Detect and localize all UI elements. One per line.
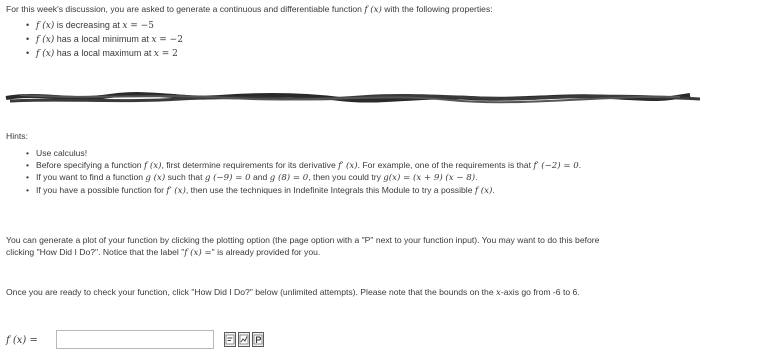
math-var: x (496, 288, 501, 298)
property-text: has a local maximum at (54, 48, 154, 58)
property-text: is decreasing at (54, 20, 123, 30)
hint-text: , then you could try (308, 172, 384, 182)
check-instructions-text: -axis go from -6 to 6. (500, 287, 580, 297)
graph-preview-icon[interactable] (238, 332, 250, 347)
plot-instructions (6, 235, 599, 259)
plot-instructions-text: " is already provided for you. (211, 246, 321, 257)
plot-instructions-line: You can generate a plot of your function by clicking the plotting option (the page option with a "P" next to your function input). You may want to do this before (6, 235, 600, 245)
hint-text: . (492, 184, 495, 195)
plot-instructions-line (6, 247, 599, 260)
hint-text: If you want to find a function (36, 172, 146, 182)
math-value: = −5 (127, 21, 154, 31)
redaction-scribble (0, 82, 770, 112)
plot-instructions-text: clicking "How Did I Do?". Notice that the label " (6, 246, 185, 257)
hint-text: . (578, 159, 582, 170)
plot-p-icon[interactable] (252, 332, 264, 347)
hint-text: Use calculus! (36, 148, 88, 158)
list-item (26, 148, 581, 160)
math-fx: f (x) (474, 185, 493, 196)
hint-text: If you have a possible function for (36, 184, 167, 195)
list-item (26, 19, 183, 33)
hint-text: , first determine requirements for its derivative (161, 159, 339, 170)
math-fx-label: f (x) = (184, 247, 212, 258)
list-item (26, 33, 183, 47)
math-fx: f (x) (36, 49, 55, 59)
math-equation: f′ (−2) = 0 (533, 160, 579, 171)
hint-text: . (475, 172, 478, 182)
list-item (26, 185, 581, 198)
math-var: x (122, 21, 128, 31)
answer-label: f (x) = (6, 335, 38, 346)
property-text: has a local minimum at (54, 34, 152, 44)
hint-text: . For example, one of the requirements is that (357, 159, 534, 170)
hint-text: and (250, 172, 270, 182)
list-item (26, 47, 183, 61)
math-fx: f (x) (36, 21, 55, 31)
intro-text (6, 4, 493, 15)
check-instructions (6, 287, 580, 300)
math-var: x (151, 35, 157, 45)
function-answer-input[interactable] (56, 330, 214, 349)
math-gx: g (x) (145, 173, 166, 183)
hint-text: , then use the techniques in Indefinite Integrals this Module to try a possible (185, 184, 475, 195)
list-item (26, 160, 581, 173)
property-list (26, 19, 183, 61)
formula-editor-icon[interactable] (224, 332, 236, 347)
hint-text: such that (165, 172, 205, 182)
math-value: = 2 (158, 49, 178, 59)
hints-label: Hints: (6, 131, 28, 141)
math-fprime: f′ (x) (166, 185, 186, 196)
math-fx: f (x) (364, 5, 382, 15)
math-equation: g (−9) = 0 (204, 173, 251, 183)
hints-list (26, 148, 581, 197)
list-item (26, 172, 581, 185)
math-fx: f (x) (36, 35, 55, 45)
intro-text-part: with the following properties: (381, 4, 493, 14)
check-instructions-text: Once you are ready to check your function, click "How Did I Do?" below (unlimited attempts). Please note that the bounds on the (6, 287, 496, 297)
math-value: = −2 (156, 35, 183, 45)
math-equation: g(x) = (x + 9) (x − 8) (383, 173, 476, 183)
hint-text: Before specifying a function (36, 159, 144, 170)
math-var: x (153, 49, 159, 59)
math-equation: g (8) = 0 (269, 173, 309, 183)
math-fprime: f′ (x) (338, 160, 358, 171)
math-fx: f (x) (143, 160, 162, 171)
intro-text-part: For this week's discussion, you are asked to generate a continuous and differentiable function (6, 4, 365, 14)
